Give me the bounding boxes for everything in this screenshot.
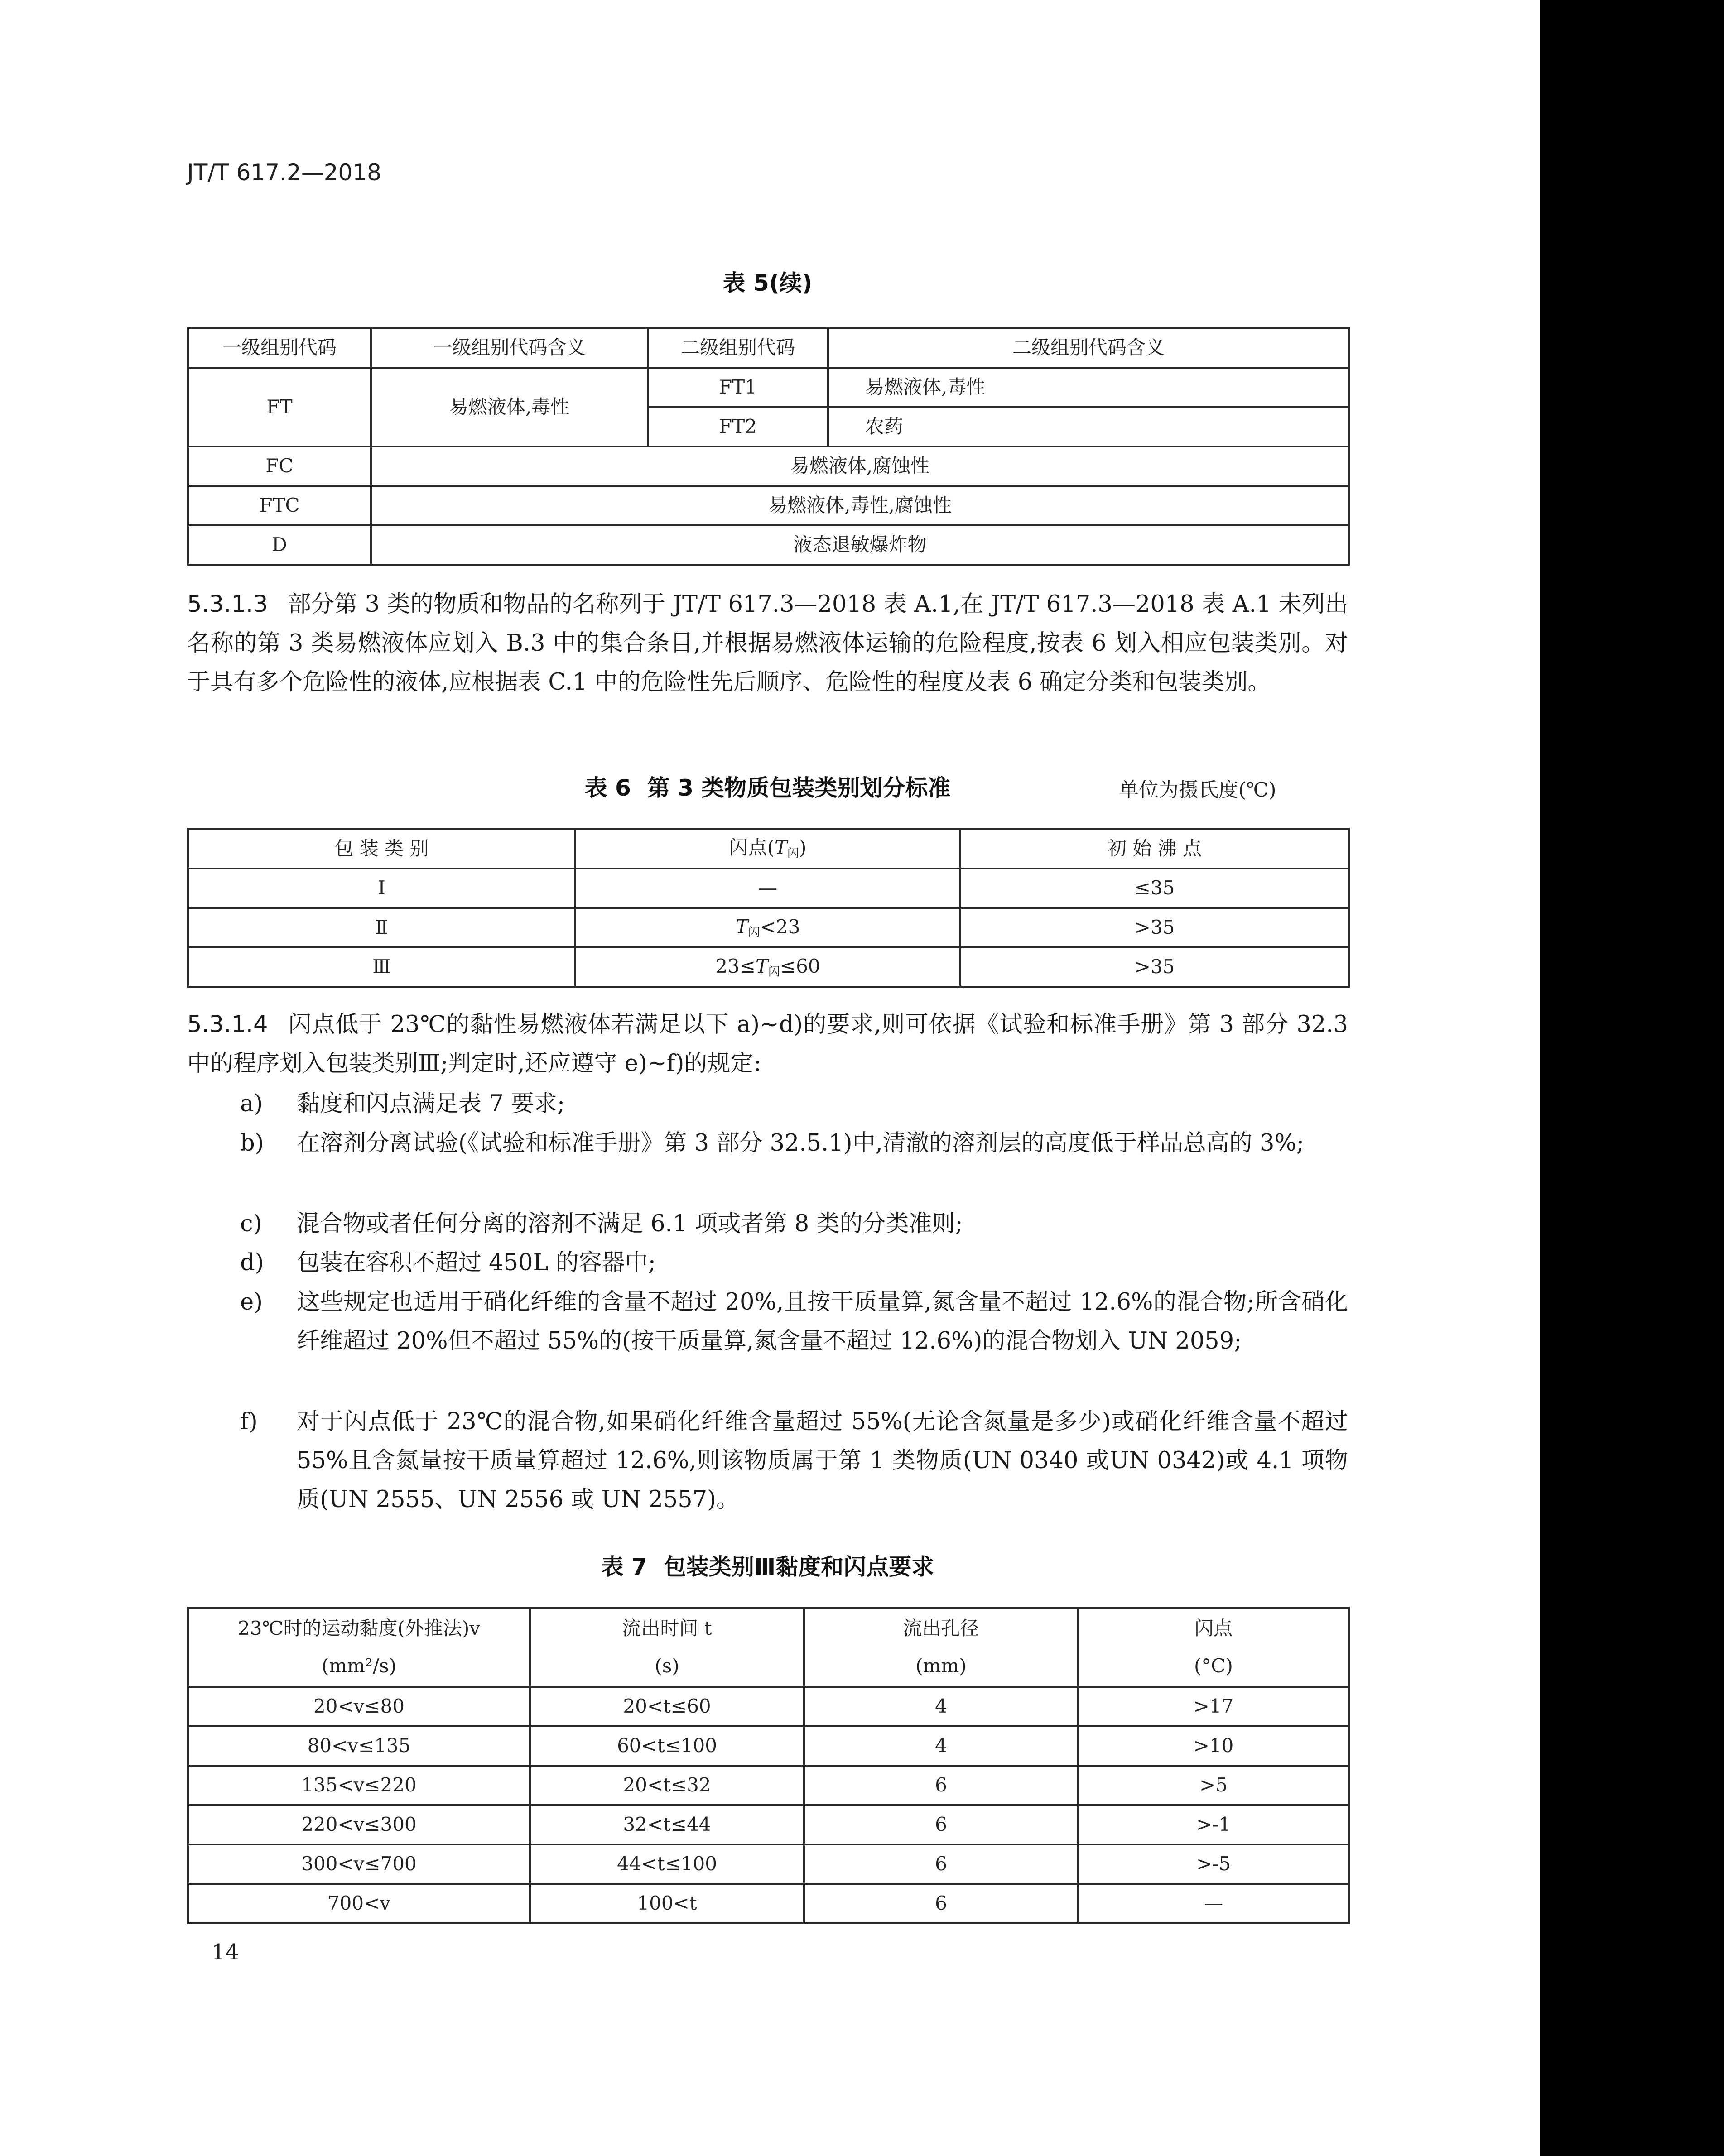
packing-class-cell: Ⅱ xyxy=(188,908,575,947)
table-row xyxy=(188,869,1349,908)
table-cell: 80<v≤135 xyxy=(188,1726,530,1766)
group-code-cell: FT xyxy=(188,368,371,447)
subgroup-code-cell: FT2 xyxy=(648,407,828,447)
section-number: 5.3.1.4 xyxy=(187,1011,268,1038)
list-text: 包装在容积不超过 450L 的容器中; xyxy=(297,1249,656,1276)
boiling-point-cell: >35 xyxy=(960,908,1349,947)
table-header-cell: 二级组别代码 xyxy=(648,328,828,368)
section-number: 5.3.1.3 xyxy=(187,591,268,618)
group-meaning-cell: 易燃液体,腐蚀性 xyxy=(371,447,1349,486)
table-cell: 32<t≤44 xyxy=(530,1805,804,1844)
boiling-point-cell: >35 xyxy=(960,947,1349,987)
table-row xyxy=(188,486,1349,525)
table-cell: >-5 xyxy=(1078,1844,1349,1884)
table-header-cell: 二级组别代码含义 xyxy=(828,328,1349,368)
table-header-cell: 闪点 (°C) xyxy=(1078,1608,1349,1687)
flash-point-cell: $T_闪<23$ xyxy=(575,908,960,947)
packing-class-cell: Ⅲ xyxy=(188,947,575,987)
table-header-cell: 闪点$(T_闪)$ xyxy=(575,829,960,869)
subgroup-meaning-cell: 农药 xyxy=(828,407,1349,447)
table-cell: 20<t≤32 xyxy=(530,1766,804,1805)
subgroup-meaning-cell: 易燃液体,毒性 xyxy=(828,368,1349,407)
list-item xyxy=(240,1124,1348,1163)
group-code-cell: D xyxy=(188,525,371,565)
table-cell: >17 xyxy=(1078,1687,1349,1726)
list-marker: a) xyxy=(240,1090,263,1117)
list-marker: c) xyxy=(240,1210,262,1237)
flash-point-cell: — xyxy=(575,869,960,908)
table6 xyxy=(187,828,1350,988)
list-item xyxy=(240,1244,1348,1282)
list-item xyxy=(240,1402,1348,1519)
table-cell: 20<v≤80 xyxy=(188,1687,530,1726)
scan-margin-band xyxy=(1540,0,1724,2156)
table-header-cell: 包 装 类 别 xyxy=(188,829,575,869)
list-item xyxy=(240,1283,1348,1361)
table6-caption-title: 第 3 类物质包装类别划分标准 xyxy=(647,775,951,801)
group-meaning-cell: 液态退敏爆炸物 xyxy=(371,525,1349,565)
list-marker: f) xyxy=(240,1408,258,1435)
boiling-point-cell: ≤35 xyxy=(960,869,1349,908)
table-cell: 300<v≤700 xyxy=(188,1844,530,1884)
table5 xyxy=(187,327,1350,566)
table-cell: 220<v≤300 xyxy=(188,1805,530,1844)
list-item xyxy=(240,1205,1348,1244)
table-row xyxy=(188,368,1349,407)
table-cell: 6 xyxy=(804,1884,1078,1923)
table7-caption xyxy=(187,1549,1348,1581)
table-row xyxy=(188,1687,1349,1726)
table-cell: 4 xyxy=(804,1726,1078,1766)
table7 xyxy=(187,1607,1350,1924)
list-marker: d) xyxy=(240,1249,264,1276)
table6-caption-number: 表 6 xyxy=(584,775,631,801)
table-cell: — xyxy=(1078,1884,1349,1923)
list-text: 在溶剂分离试验(《试验和标准手册》第 3 部分 32.5.1)中,清澈的溶剂层的高度低于样品总高的 3%; xyxy=(297,1130,1305,1157)
table-row xyxy=(188,947,1349,987)
table-header-cell: 一级组别代码含义 xyxy=(371,328,648,368)
table-row xyxy=(188,1726,1349,1766)
list-marker: e) xyxy=(240,1289,263,1316)
table6-unit-note: 单位为摄氏度(℃) xyxy=(1119,778,1276,802)
section-text: 部分第 3 类的物质和物品的名称列于 JT/T 617.3—2018 表 A.1,在 JT/T 617.3—2018 表 A.1 未列出名称的第 3 类易燃液体应划入 B.3 中的集合条目,并根据易燃液体运输的危险程度,按表 6 划入相应包装类别。对于具有多个危险性的液体,应根据表 C.1 中的危险性先后顺序、危险性的程度及表 6 确定分类和包装类别。 xyxy=(187,591,1348,696)
standard-code-header: JT/T 617.2—2018 xyxy=(187,159,381,186)
group-code-cell: FC xyxy=(188,447,371,486)
table-header-cell: 23℃时的运动黏度(外推法)v (mm²/s) xyxy=(188,1608,530,1687)
group-meaning-cell: 易燃液体,毒性 xyxy=(371,368,648,447)
section-5-3-1-3 xyxy=(187,585,1348,702)
table5-caption: 表 5(续) xyxy=(722,270,813,296)
packing-class-cell: Ⅰ xyxy=(188,869,575,908)
table-row xyxy=(188,447,1349,486)
table-cell: 135<v≤220 xyxy=(188,1766,530,1805)
table-cell: 100<t xyxy=(530,1884,804,1923)
section-5-3-1-4 xyxy=(187,1005,1348,1083)
table-row xyxy=(188,1766,1349,1805)
table-header-cell: 流出孔径 (mm) xyxy=(804,1608,1078,1687)
section-text: 闪点低于 23℃的黏性易燃液体若满足以下 a)~d)的要求,则可依据《试验和标准手册》第 3 部分 32.3 中的程序划入包装类别Ⅲ;判定时,还应遵守 e)~f)的规定: xyxy=(187,1011,1348,1077)
flash-point-cell: $23\le T_闪\le 60$ xyxy=(575,947,960,987)
table-cell: >-1 xyxy=(1078,1805,1349,1844)
table7-caption-title: 包装类别Ⅲ黏度和闪点要求 xyxy=(663,1554,934,1580)
list-item xyxy=(240,1085,1348,1124)
table-cell: >10 xyxy=(1078,1726,1349,1766)
group-code-cell: FTC xyxy=(188,486,371,525)
table-row xyxy=(188,1884,1349,1923)
list-text: 对于闪点低于 23℃的混合物,如果硝化纤维含量超过 55%(无论含氮量是多少)或硝化纤维含量不超过 55%且含氮量按干质量算超过 12.6%,则该物质属于第 1 类物质(UN 0340 或UN 0342)或 4.1 项物质(UN 2555、UN 2556 或 UN 2557)。 xyxy=(297,1408,1348,1513)
group-meaning-cell: 易燃液体,毒性,腐蚀性 xyxy=(371,486,1349,525)
table-cell: 60<t≤100 xyxy=(530,1726,804,1766)
table-header-row xyxy=(188,1608,1349,1687)
list-text: 这些规定也适用于硝化纤维的含量不超过 20%,且按干质量算,氮含量不超过 12.6%的混合物;所含硝化纤维超过 20%但不超过 55%的(按干质量算,氮含量不超过 12.6%)的混合物划入 UN 2059; xyxy=(297,1289,1348,1354)
table-header-cell: 初 始 沸 点 xyxy=(960,829,1349,869)
table-header-cell: 流出时间 t (s) xyxy=(530,1608,804,1687)
page-number: 14 xyxy=(212,1940,240,1965)
table-header-cell: 一级组别代码 xyxy=(188,328,371,368)
table-row xyxy=(188,1844,1349,1884)
list-marker: b) xyxy=(240,1130,264,1157)
table-cell: >5 xyxy=(1078,1766,1349,1805)
table-cell: 6 xyxy=(804,1805,1078,1844)
table-cell: 700<v xyxy=(188,1884,530,1923)
table-cell: 6 xyxy=(804,1844,1078,1884)
subgroup-code-cell: FT1 xyxy=(648,368,828,407)
table7-caption-number: 表 7 xyxy=(601,1554,647,1580)
table-row xyxy=(188,1805,1349,1844)
table-header-row xyxy=(188,829,1349,869)
table-row xyxy=(188,525,1349,565)
table-cell: 20<t≤60 xyxy=(530,1687,804,1726)
table-row xyxy=(188,908,1349,947)
list-text: 黏度和闪点满足表 7 要求; xyxy=(297,1090,565,1117)
table-cell: 6 xyxy=(804,1766,1078,1805)
list-text: 混合物或者任何分离的溶剂不满足 6.1 项或者第 8 类的分类准则; xyxy=(297,1210,963,1237)
table-cell: 4 xyxy=(804,1687,1078,1726)
table-header-row xyxy=(188,328,1349,368)
table-cell: 44<t≤100 xyxy=(530,1844,804,1884)
